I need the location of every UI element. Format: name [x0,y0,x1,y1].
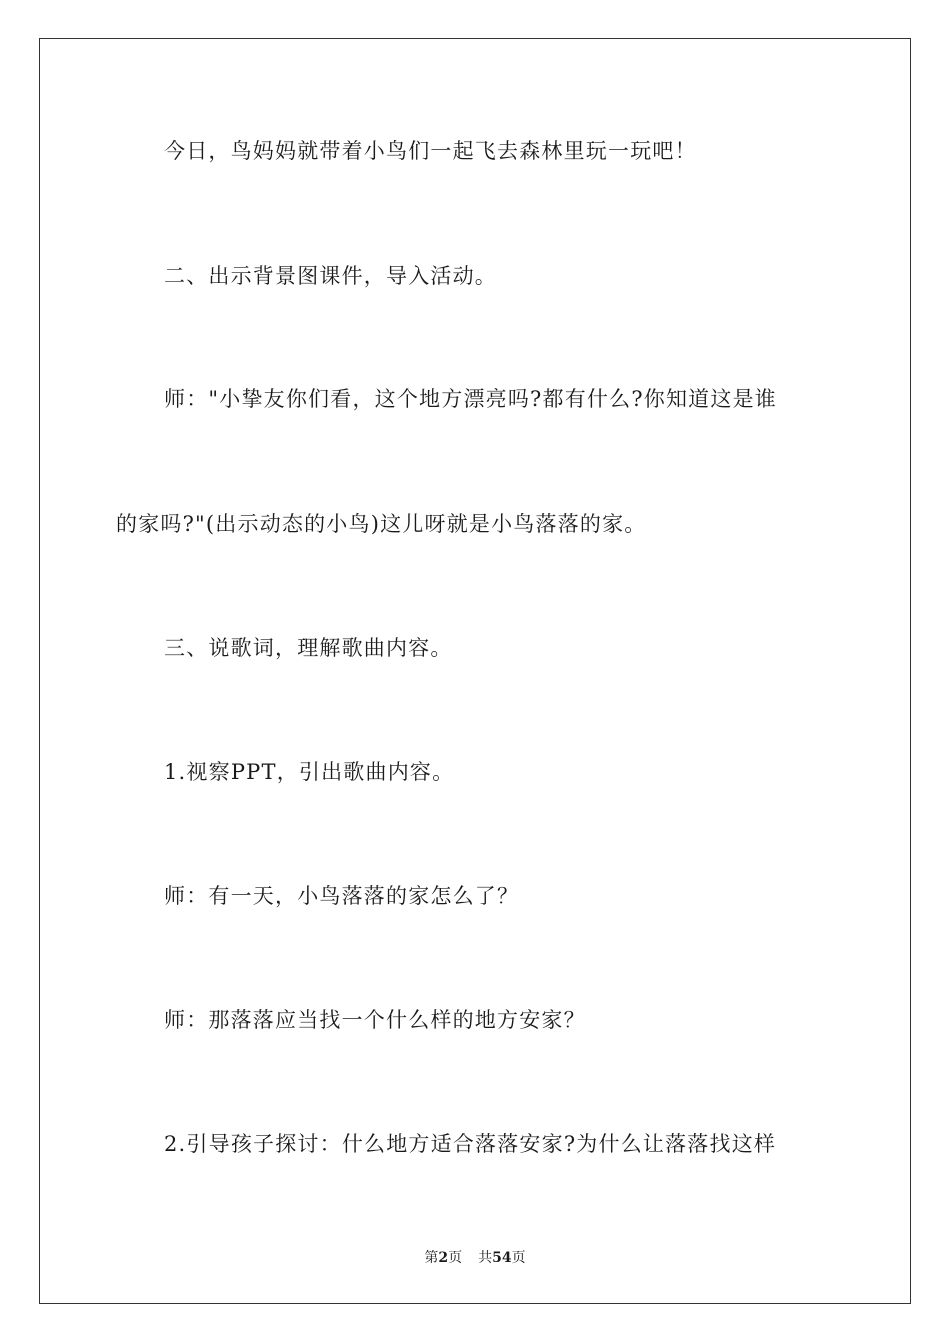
paragraph-line: 今日，鸟妈妈就带着小鸟们一起飞去森林里玩一玩吧！ [164,139,697,163]
list-item: 1.视察PPT，引出歌曲内容。 [164,760,455,784]
total-pages: 54 [492,1250,512,1266]
list-item: 2.引导孩子探讨：什么地方适合落落安家?为什么让落落找这样 [164,1132,777,1156]
paragraph-line: 的家吗?"(出示动态的小鸟)这儿呀就是小鸟落落的家。 [116,512,647,536]
page-prefix: 第 [424,1250,439,1266]
page-border [39,38,911,1304]
paragraph-line: 师：那落落应当找一个什么样的地方安家？ [164,1008,586,1032]
page-footer [0,1248,950,1268]
section-heading: 三、说歌词，理解歌曲内容。 [164,636,453,660]
total-prefix: 共 [478,1250,493,1266]
page-suffix: 页 [448,1250,463,1266]
section-heading: 二、出示背景图课件，导入活动。 [164,264,497,288]
page-number: 2 [438,1250,449,1266]
paragraph-line: 师：有一天，小鸟落落的家怎么了？ [164,884,520,908]
total-suffix: 页 [511,1250,526,1266]
paragraph-line: 师："小挚友你们看，这个地方漂亮吗?都有什么?你知道这是谁 [164,387,777,411]
